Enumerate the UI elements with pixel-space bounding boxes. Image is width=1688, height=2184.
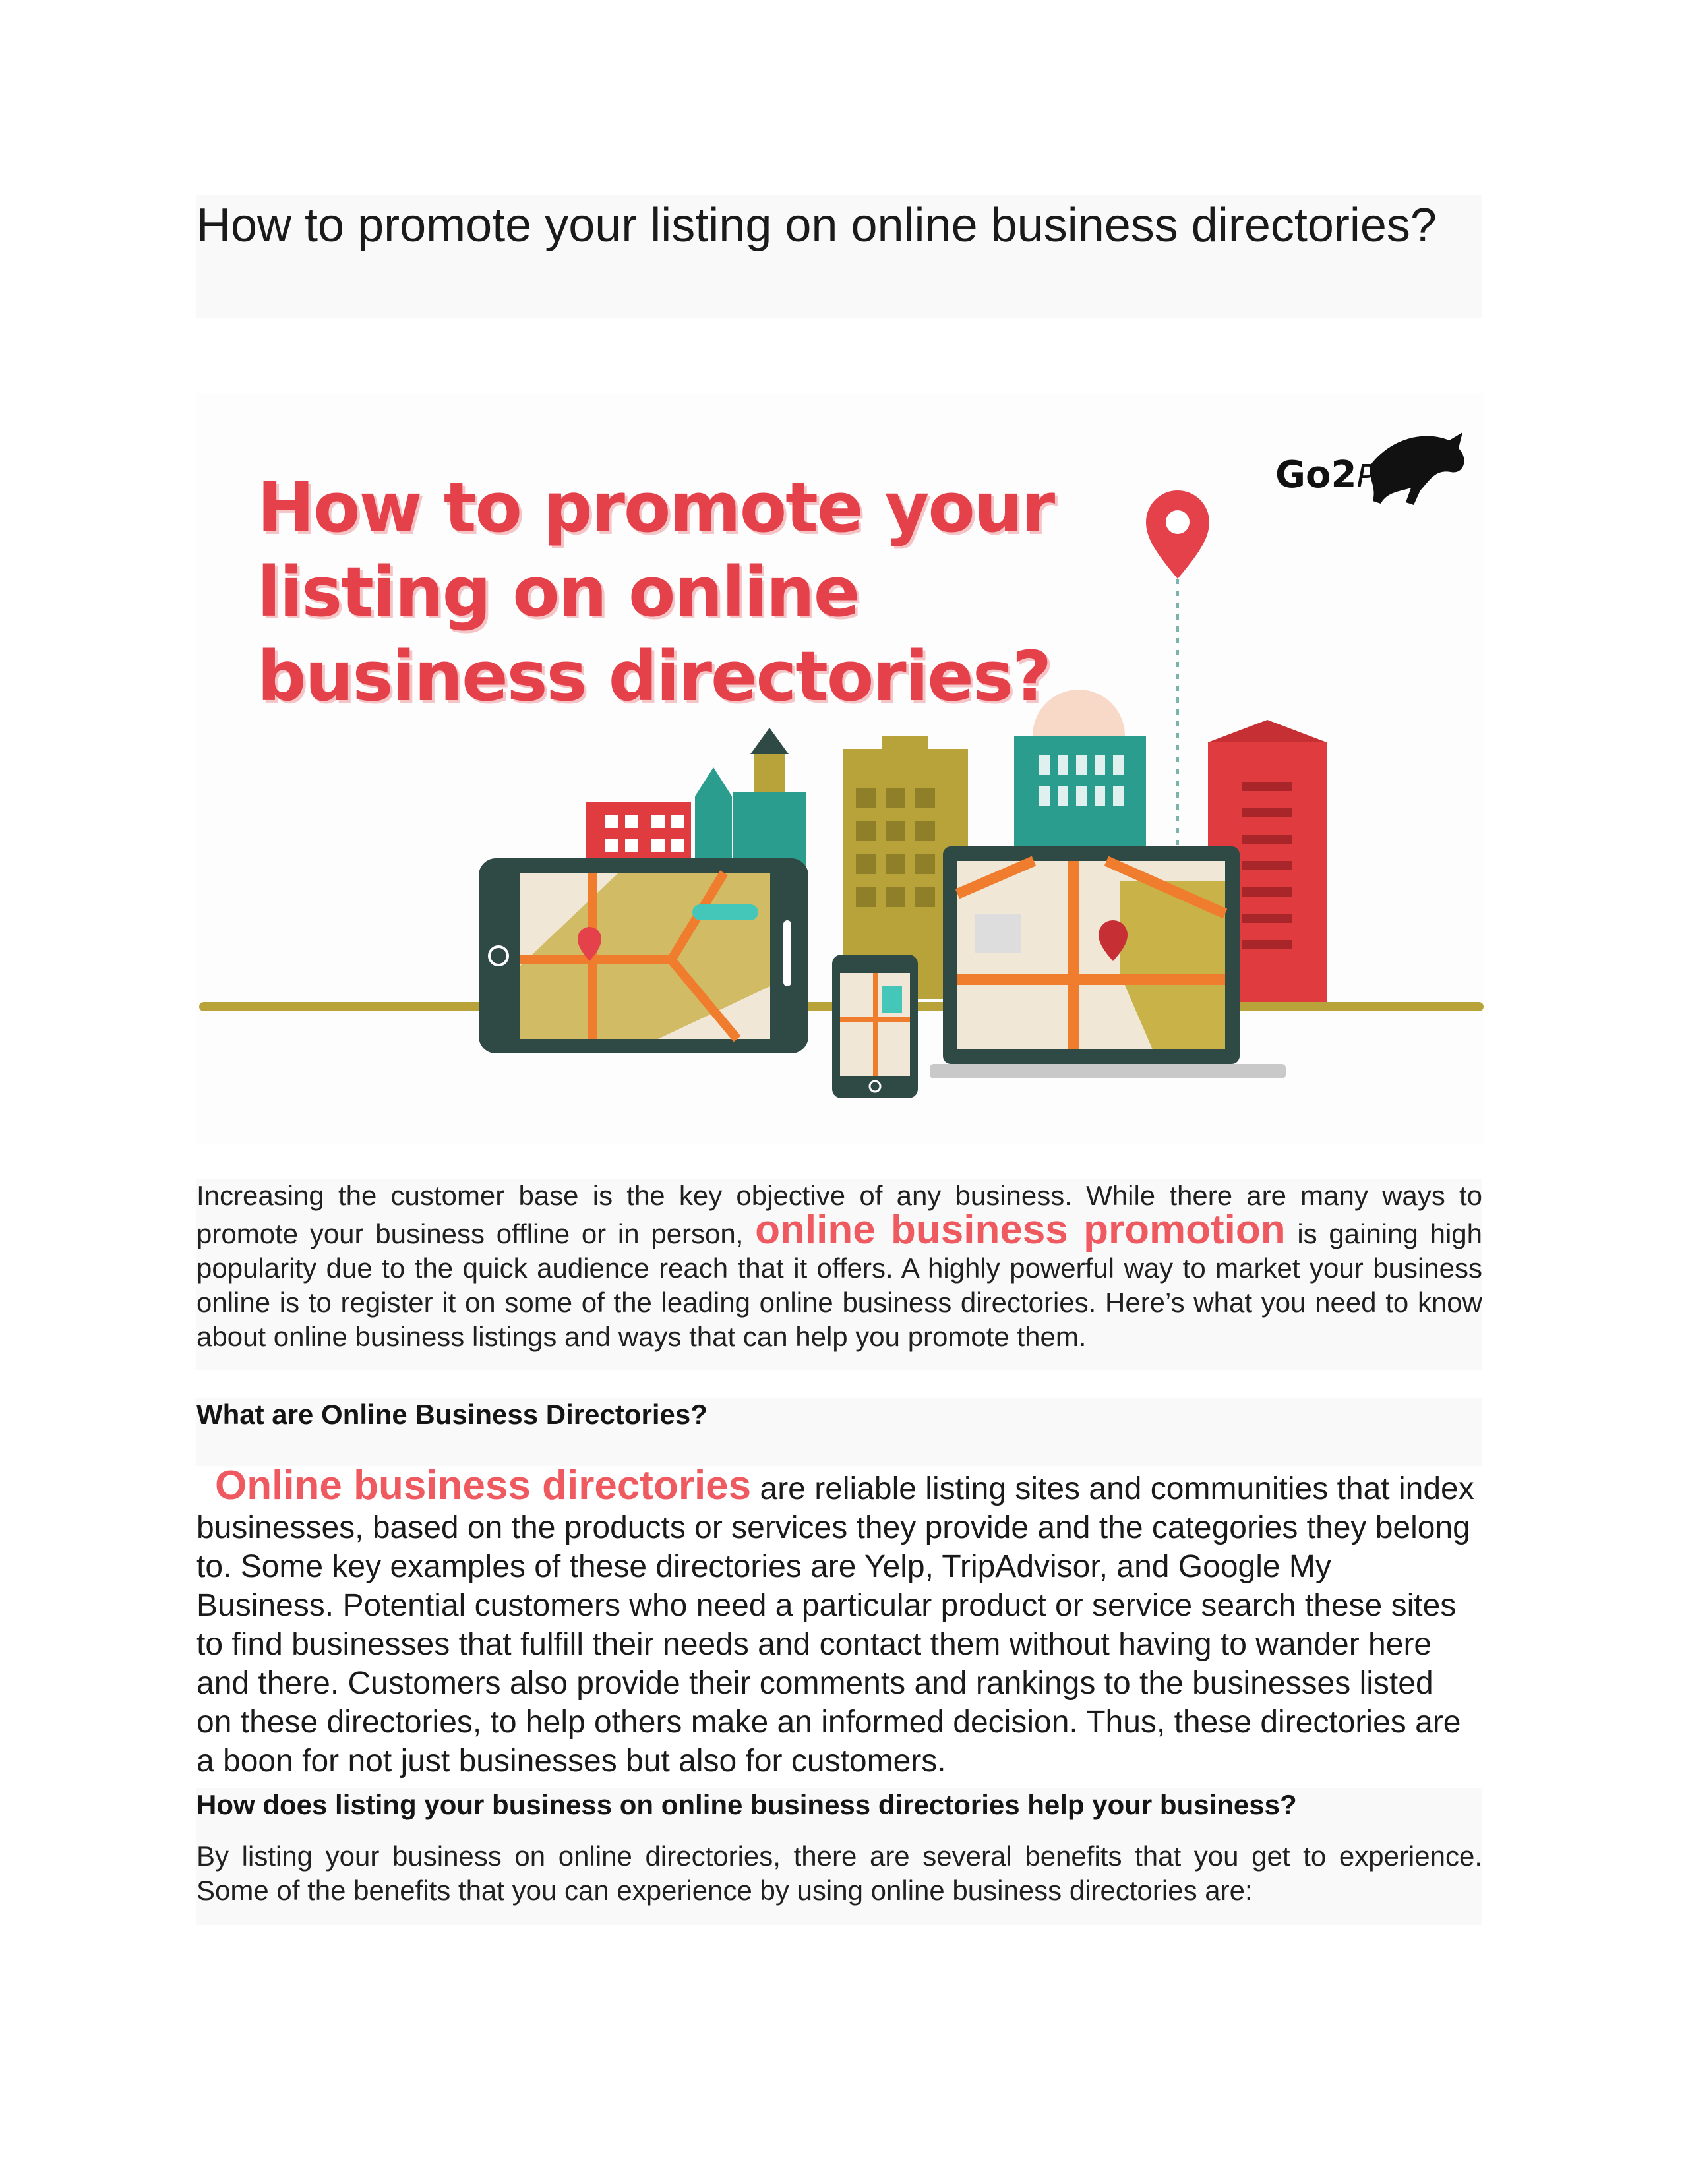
spire bbox=[750, 728, 789, 754]
hero-heading: How to promote your listing on online business directories? bbox=[257, 467, 1054, 717]
section1-body: are reliable listing sites and communities that index businesses, based on the products or services they provide and the categories they belong to. Some key examples of these directories are Yelp, TripAdvisor, and Google My Business. Potential customers who need a particular product or service search these sites to find businesses that fulfill their needs and contact them without having to wander here and there. Customers also provide their comments and rankings to the businesses listed on these directories, to help others make an informed decision. Thus, these directories are a boon for not just businesses but also for customers. bbox=[196, 1471, 1474, 1779]
section1-paragraph bbox=[196, 1463, 1476, 1781]
intro-paragraph bbox=[196, 1179, 1482, 1370]
online-business-directories-link[interactable]: Online business directories bbox=[215, 1463, 752, 1508]
online-business-promotion-link[interactable]: online business promotion bbox=[755, 1207, 1286, 1253]
hero-illustration bbox=[196, 393, 1484, 1144]
section1-heading: What are Online Business Directories? bbox=[196, 1398, 1482, 1466]
section2-paragraph: By listing your business on online directories, there are several benefits that you get to experience. Some of the benefits that you can experience by using online business directories are: bbox=[196, 1839, 1482, 1925]
page-title: How to promote your listing on online business directories? bbox=[196, 195, 1482, 318]
intro-text-before: Increasing the customer base is the key objective of any business. While there are many ways to promote your business offline or in person, bbox=[196, 1180, 1482, 1249]
section2-heading: How does listing your business on online business directories help your business? bbox=[196, 1788, 1482, 1839]
laptop-base bbox=[930, 1064, 1286, 1078]
logo-suffix: PCR bbox=[1356, 458, 1420, 495]
intro-text-after: is gaining high popularity due to the quick audience reach that it offers. A highly powerful way to market your business online is to register it on some of the leading online business directories. Here’s what you need to know about online business listings and ways that can help you promote them. bbox=[196, 1218, 1482, 1352]
brand-logo bbox=[1275, 454, 1420, 496]
map-pin-icon bbox=[1146, 490, 1209, 579]
logo-prefix: Go2 bbox=[1275, 454, 1357, 496]
